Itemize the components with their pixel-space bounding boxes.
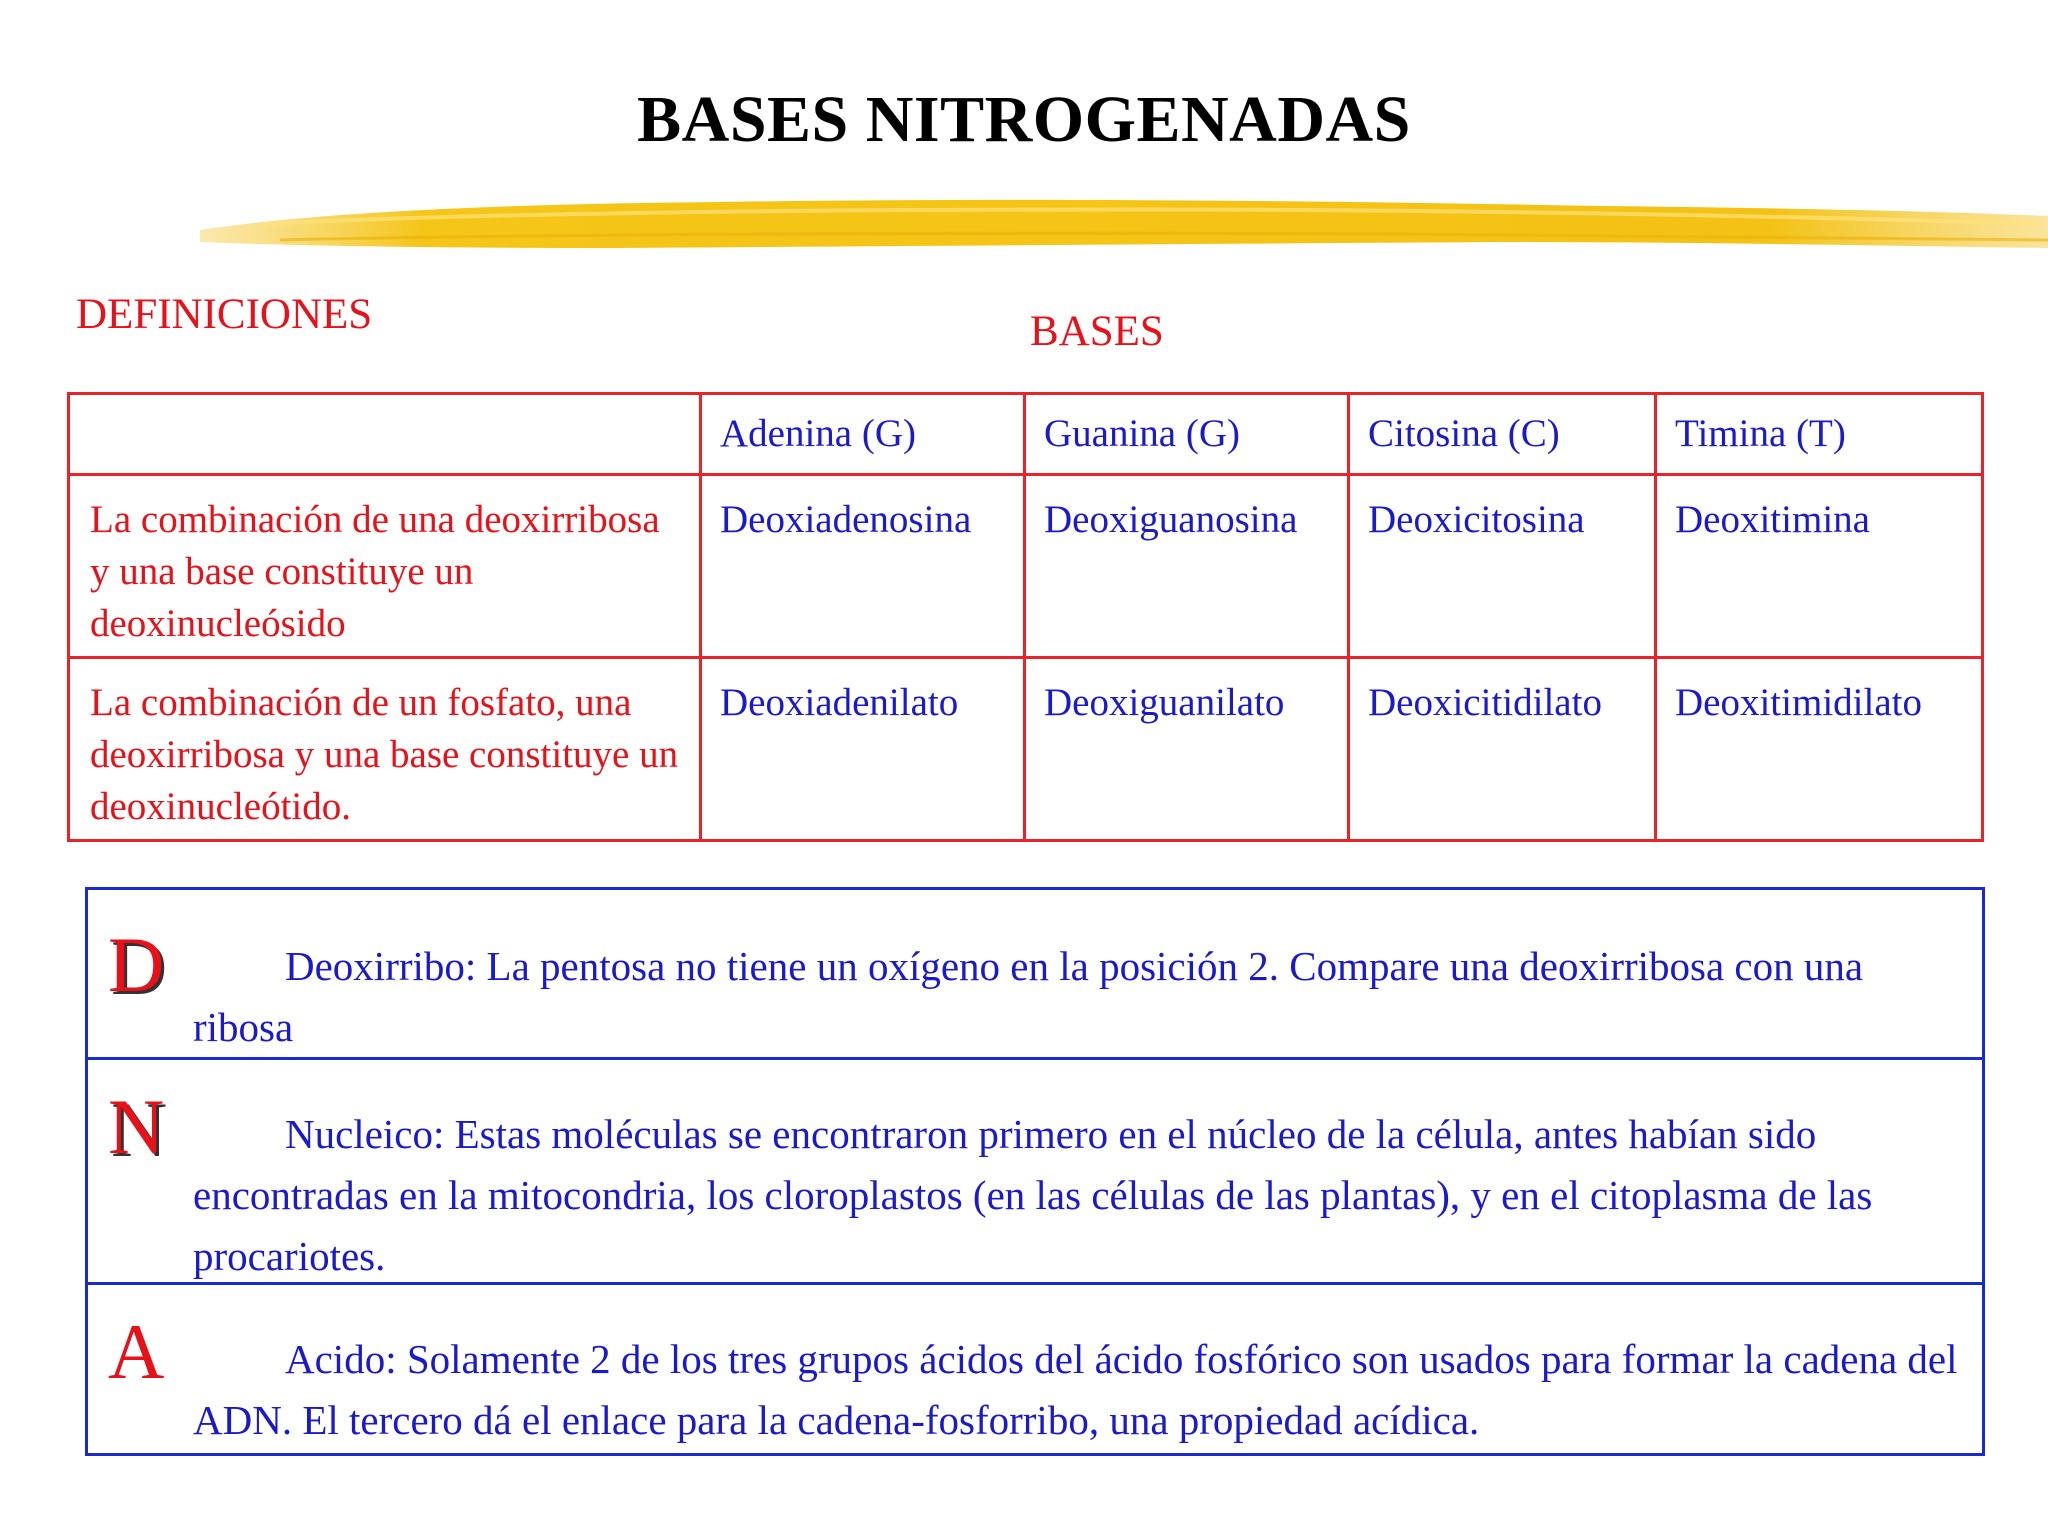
- table-row: [69, 475, 1983, 658]
- table-cell: Deoxitimidilato: [1656, 658, 1983, 841]
- definition-cell: La combinación de un fosfato, una deoxirribosa y una base constituye un deoxinucleótido.: [69, 658, 701, 841]
- acronym-text-d-content: Deoxirribo: La pentosa no tiene un oxígeno en la posición 2. Compare una deoxirribosa con una ribosa: [193, 943, 1864, 1050]
- definition-cell: La combinación de una deoxirribosa y una base constituye un deoxinucleósido: [69, 475, 701, 658]
- acronym-letter-a: A: [108, 1308, 165, 1395]
- acronym-letter-n: N: [108, 1083, 165, 1170]
- table-header-cell: Timina (T): [1656, 394, 1983, 475]
- table-cell: Deoxiadenosina: [701, 475, 1025, 658]
- acronym-row-a: [88, 1282, 1982, 1453]
- table-cell: Deoxitimina: [1656, 475, 1983, 658]
- definitions-label: DEFINICIONES: [76, 291, 373, 338]
- table-row: [69, 658, 1983, 841]
- table-cell: Deoxiadenilato: [701, 658, 1025, 841]
- table-header-cell: Adenina (G): [701, 394, 1025, 475]
- table-cell: Deoxiguanosina: [1025, 475, 1349, 658]
- table-cell: Deoxicitidilato: [1349, 658, 1656, 841]
- dna-acronym-box: [85, 887, 1985, 1456]
- acronym-row-n: [88, 1057, 1982, 1282]
- acronym-text-a-content: Acido: Solamente 2 de los tres grupos ácidos del ácido fosfórico son usados para formar la cadena del ADN. El tercero dá el enlace para la cadena-fosforribo, una propiedad acídica.: [193, 1336, 1958, 1443]
- acronym-row-d: [88, 890, 1982, 1057]
- table-header-cell: Guanina (G): [1025, 394, 1349, 475]
- acronym-text-d: [193, 936, 1962, 1058]
- slide-title: BASES NITROGENADAS: [637, 83, 1411, 156]
- acronym-text-n-content: Nucleico: Estas moléculas se encontraron primero en el núcleo de la célula, antes habían sido encontradas en la mitocondria, los cloroplastos (en las células de las plantas), y en el citoplasma de las procariotes.: [193, 1111, 1873, 1279]
- table-cell: Deoxiguanilato: [1025, 658, 1349, 841]
- acronym-text-a: [193, 1329, 1962, 1451]
- table-header-row: [69, 394, 1983, 475]
- bases-table: [67, 392, 1984, 842]
- bases-label: BASES: [1030, 308, 1164, 355]
- acronym-letter-d: D: [108, 921, 165, 1008]
- table-header-cell: [69, 394, 701, 475]
- acronym-text-n: [193, 1104, 1962, 1287]
- table-cell: Deoxicitosina: [1349, 475, 1656, 658]
- yellow-brush-stroke: [200, 190, 2048, 270]
- table-header-cell: Citosina (C): [1349, 394, 1656, 475]
